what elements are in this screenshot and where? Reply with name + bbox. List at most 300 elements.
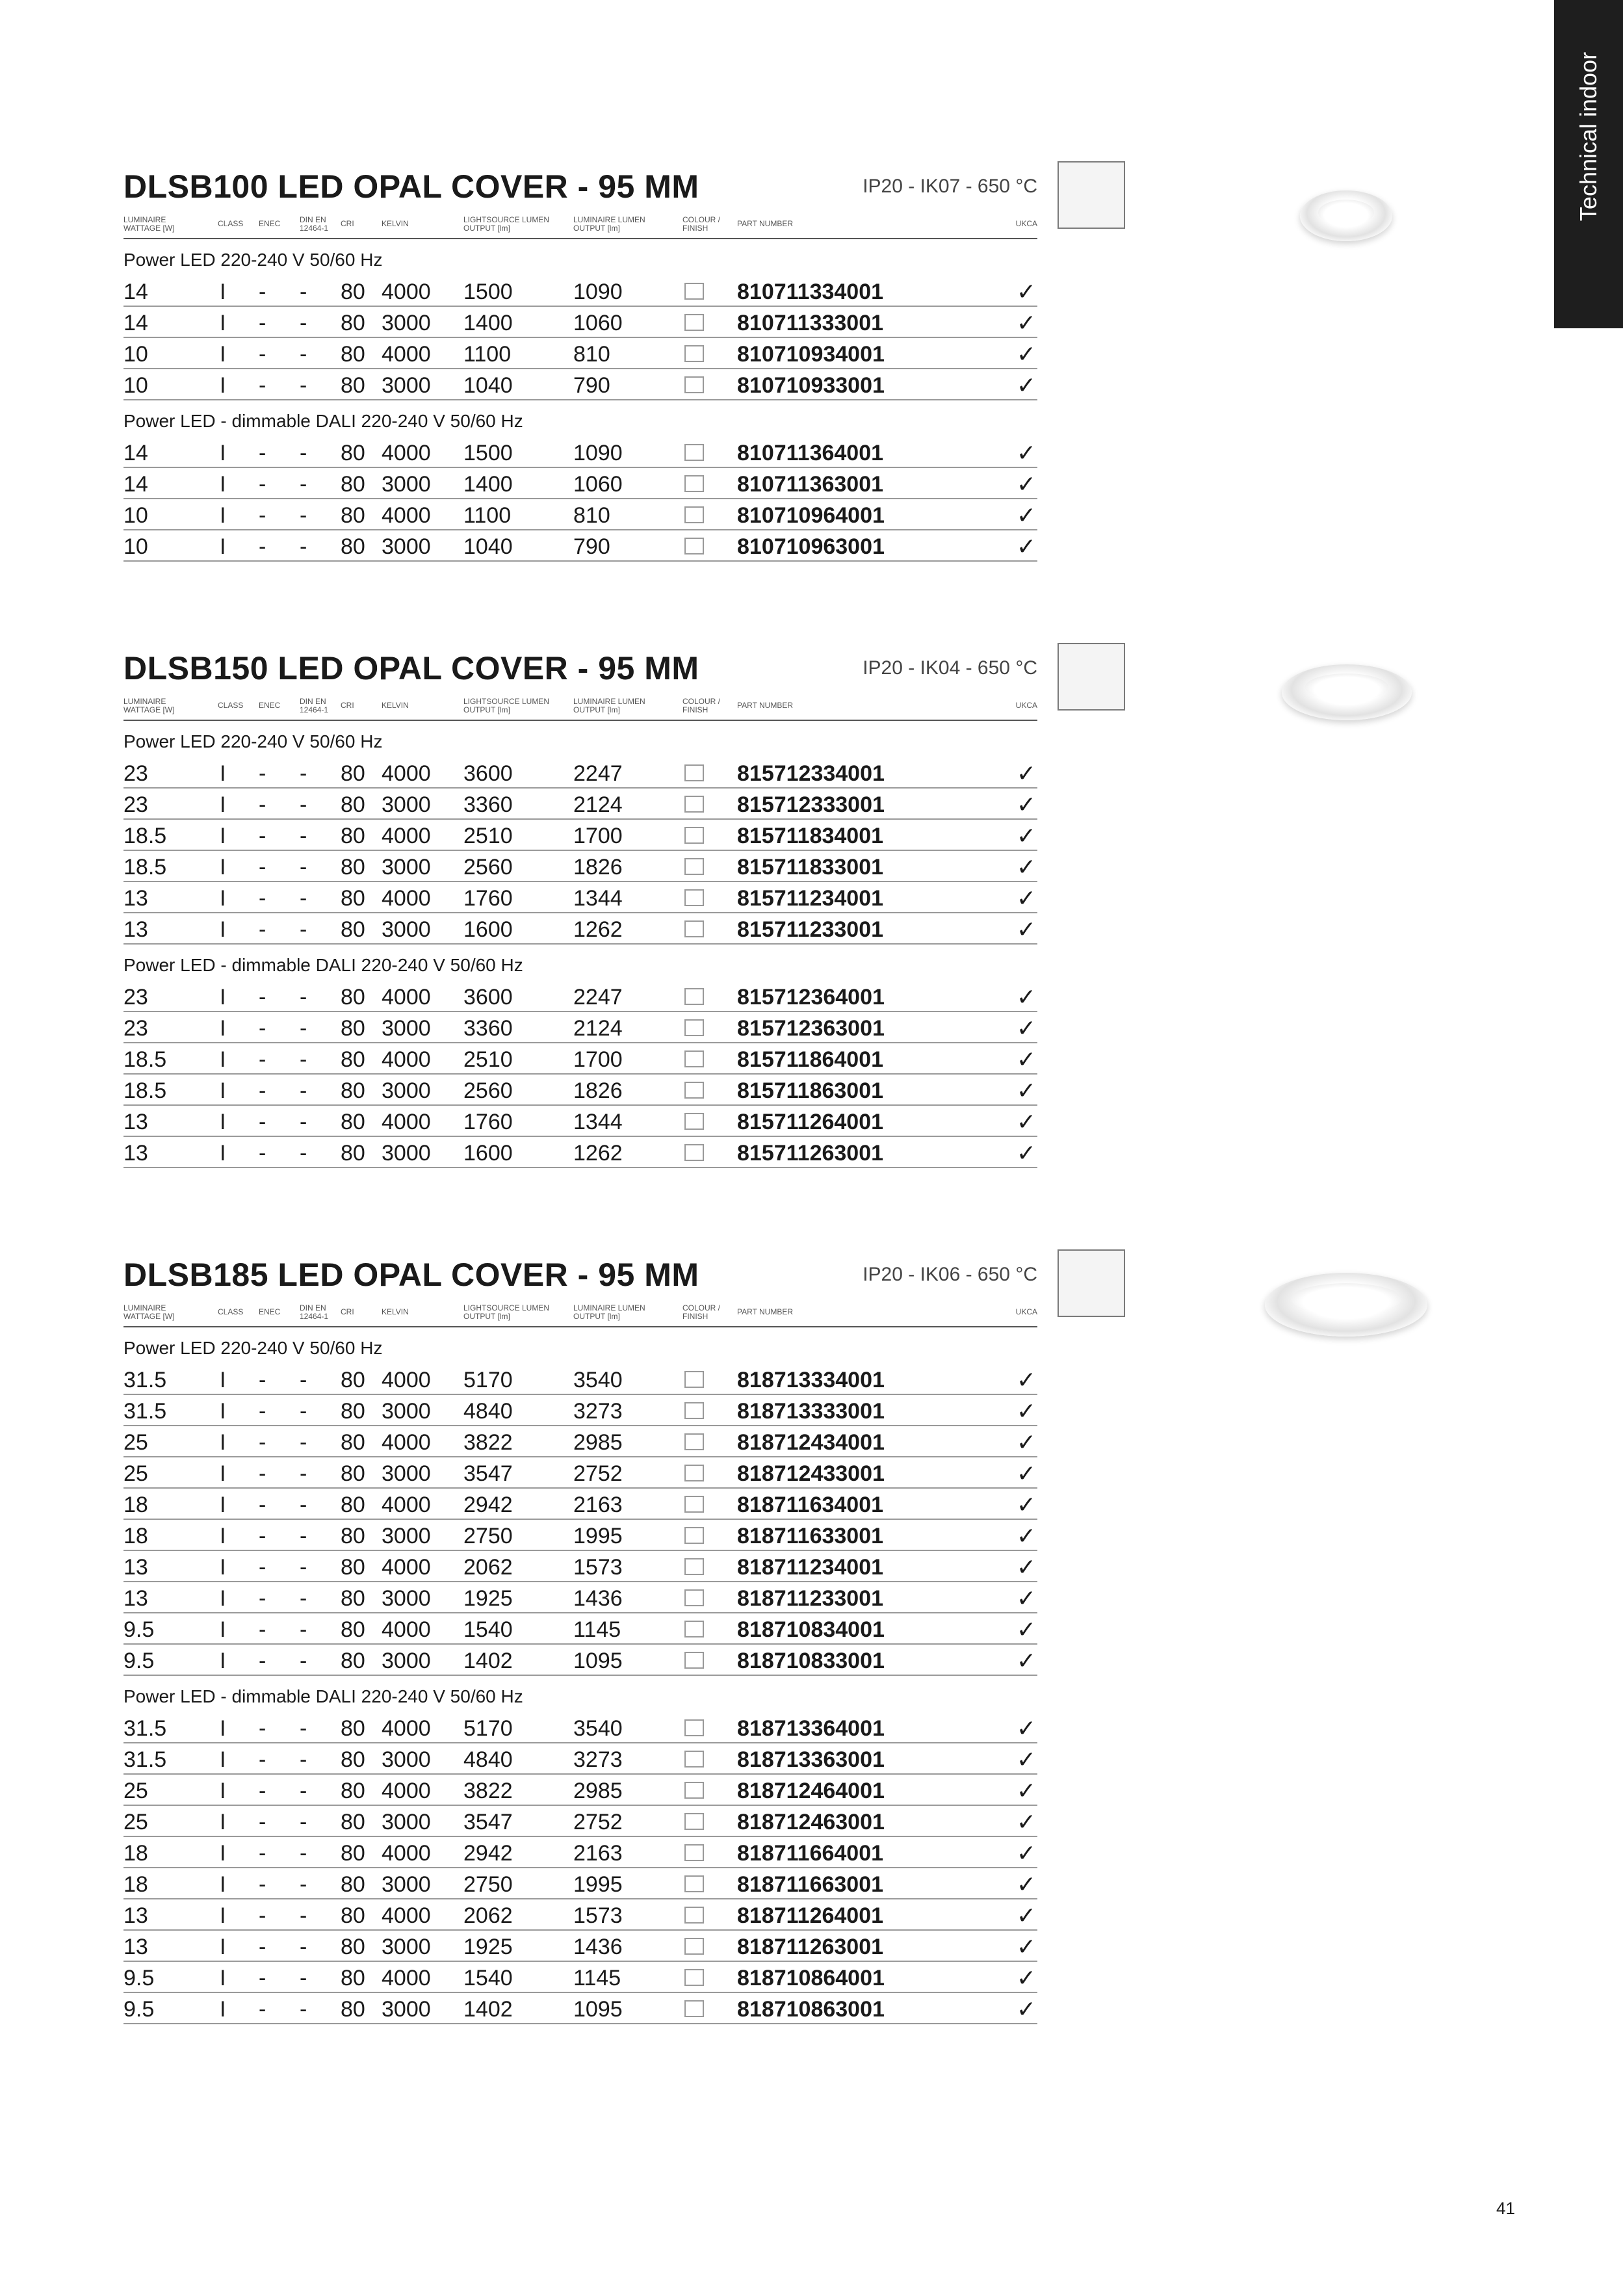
wattage-cell: 14: [123, 311, 148, 335]
din-cell: -: [300, 1586, 307, 1611]
class-cell: I: [220, 917, 226, 942]
class-cell: I: [220, 886, 226, 911]
part-number: 818713334001: [737, 1368, 885, 1392]
colour-finish-box: [684, 314, 704, 331]
luminaire-lumen-cell: 2752: [573, 1461, 623, 1486]
part-number: 818713333001: [737, 1399, 885, 1424]
class-cell: I: [220, 1841, 226, 1866]
wattage-cell: 13: [123, 917, 148, 942]
ukca-check-icon: ✓: [1016, 1460, 1036, 1487]
ip-rating: IP20 - IK04 - 650 °C: [863, 657, 1037, 679]
class-cell: I: [220, 1935, 226, 1959]
lightsource-lumen-cell: 3547: [463, 1461, 513, 1486]
ukca-check-icon: ✓: [1016, 760, 1036, 787]
colour-finish-box: [684, 1527, 704, 1544]
ukca-check-icon: ✓: [1016, 341, 1036, 367]
luminaire-lumen-cell: 1060: [573, 472, 623, 497]
class-cell: I: [220, 1872, 226, 1897]
part-number: 818712434001: [737, 1430, 885, 1455]
wattage-cell: 18: [123, 1493, 148, 1517]
ukca-check-icon: ✓: [1016, 1554, 1036, 1580]
lightsource-lumen-cell: 2560: [463, 855, 513, 880]
luminaire-lumen-cell: 810: [573, 503, 610, 528]
luminaire-lumen-cell: 1344: [573, 886, 623, 911]
table-row: [123, 530, 1037, 562]
kelvin-cell: 3000: [382, 373, 431, 398]
class-cell: I: [220, 792, 226, 817]
din-cell: -: [300, 1716, 307, 1741]
wattage-cell: 10: [123, 373, 148, 398]
wattage-cell: 9.5: [123, 1617, 155, 1642]
kelvin-cell: 4000: [382, 985, 431, 1010]
din-cell: -: [300, 1841, 307, 1866]
colour-finish-box: [684, 376, 704, 393]
din-cell: -: [300, 1903, 307, 1928]
column-header-lightsource: [463, 698, 549, 714]
wattage-cell: 13: [123, 1586, 148, 1611]
wattage-cell: 18.5: [123, 1047, 167, 1072]
lightsource-lumen-cell: 3600: [463, 761, 513, 786]
table-row: [123, 1899, 1037, 1931]
part-number: 815712334001: [737, 761, 885, 786]
luminaire-lumen-cell: 2124: [573, 1016, 623, 1041]
ip-rating: IP20 - IK07 - 650 °C: [863, 176, 1037, 197]
lightsource-lumen-cell: 2560: [463, 1078, 513, 1103]
wattage-cell: 13: [123, 886, 148, 911]
ukca-check-icon: ✓: [1016, 309, 1036, 336]
part-number: 818711264001: [737, 1903, 884, 1928]
column-header-line: OUTPUT [lm]: [463, 705, 510, 714]
ukca-check-icon: ✓: [1016, 1585, 1036, 1611]
lightsource-lumen-cell: 1540: [463, 1966, 513, 1990]
lightsource-lumen-cell: 3547: [463, 1810, 513, 1834]
kelvin-cell: 4000: [382, 1779, 431, 1803]
colour-finish-box: [684, 538, 704, 554]
section-tab-label: Technical indoor: [1575, 51, 1602, 222]
table-header: [123, 692, 1037, 721]
cri-cell: 80: [341, 1078, 365, 1103]
table-header: [123, 211, 1037, 239]
cri-cell: 80: [341, 824, 365, 848]
cri-cell: 80: [341, 1524, 365, 1548]
column-header-line: COLOUR /: [682, 1303, 721, 1312]
ukca-check-icon: ✓: [1016, 1746, 1036, 1773]
kelvin-cell: 4000: [382, 824, 431, 848]
kelvin-cell: 4000: [382, 1430, 431, 1455]
kelvin-cell: 3000: [382, 1016, 431, 1041]
kelvin-cell: 3000: [382, 1649, 431, 1673]
enec-cell: -: [259, 1841, 266, 1866]
part-number: 818711633001: [737, 1524, 884, 1548]
kelvin-cell: 3000: [382, 1078, 431, 1103]
lightsource-lumen-cell: 1500: [463, 280, 513, 304]
column-header-line: WATTAGE [W]: [123, 224, 175, 233]
column-header-din: [300, 1304, 328, 1321]
ukca-check-icon: ✓: [1016, 502, 1036, 528]
lightsource-lumen-cell: 2750: [463, 1872, 513, 1897]
luminaire-lumen-cell: 1344: [573, 1110, 623, 1134]
luminaire-lumen-cell: 3540: [573, 1716, 623, 1741]
column-header-line: OUTPUT [lm]: [573, 705, 620, 714]
ukca-check-icon: ✓: [1016, 439, 1036, 466]
lightsource-lumen-cell: 1402: [463, 1649, 513, 1673]
cri-cell: 80: [341, 1399, 365, 1424]
product-title: DLSB185 LED OPAL COVER - 95 MM: [123, 1257, 699, 1293]
din-cell: -: [300, 1524, 307, 1548]
table-row: [123, 1712, 1037, 1743]
kelvin-cell: 3000: [382, 472, 431, 497]
din-cell: -: [300, 1966, 307, 1990]
part-number: 818710833001: [737, 1649, 885, 1673]
kelvin-cell: 4000: [382, 1555, 431, 1580]
kelvin-cell: 3000: [382, 1141, 431, 1166]
kelvin-cell: 4000: [382, 886, 431, 911]
class-cell: I: [220, 1810, 226, 1834]
class-cell: I: [220, 1966, 226, 1990]
colour-finish-box: [684, 764, 704, 781]
column-header-part: PART NUMBER: [737, 701, 794, 710]
ukca-check-icon: ✓: [1016, 278, 1036, 305]
part-number: 810710964001: [737, 503, 885, 528]
cri-cell: 80: [341, 1649, 365, 1673]
part-number: 815711833001: [737, 855, 884, 880]
column-header-colour: [682, 216, 720, 233]
wattage-cell: 31.5: [123, 1399, 167, 1424]
din-cell: -: [300, 1078, 307, 1103]
din-cell: -: [300, 1555, 307, 1580]
luminaire-lumen-cell: 3273: [573, 1747, 623, 1772]
column-header-line: LUMINAIRE: [123, 1303, 166, 1312]
column-header-wattage: [123, 698, 174, 714]
table-row: [123, 369, 1037, 400]
table-row: [123, 981, 1037, 1012]
ukca-check-icon: ✓: [1016, 885, 1036, 911]
class-cell: I: [220, 1110, 226, 1134]
table-row: [123, 307, 1037, 338]
cri-cell: 80: [341, 1430, 365, 1455]
part-number: 818711664001: [737, 1841, 884, 1866]
luminaire-lumen-cell: 1995: [573, 1872, 623, 1897]
part-number: 815711834001: [737, 824, 884, 848]
cri-cell: 80: [341, 534, 365, 559]
class-cell: I: [220, 1461, 226, 1486]
colour-finish-box: [684, 345, 704, 362]
colour-finish-box: [684, 2000, 704, 2017]
luminaire-lumen-cell: 1145: [573, 1617, 621, 1642]
column-header-line: FINISH: [682, 1312, 708, 1321]
class-cell: I: [220, 1399, 226, 1424]
kelvin-cell: 3000: [382, 1461, 431, 1486]
lightsource-lumen-cell: 4840: [463, 1747, 513, 1772]
lightsource-lumen-cell: 1600: [463, 1141, 513, 1166]
wattage-cell: 14: [123, 441, 148, 465]
luminaire-lumen-cell: 2163: [573, 1841, 623, 1866]
lightsource-lumen-cell: 2942: [463, 1493, 513, 1517]
column-header-lightsource: [463, 216, 549, 233]
column-header-line: DIN EN: [300, 215, 326, 224]
class-cell: I: [220, 1430, 226, 1455]
wattage-cell: 18: [123, 1872, 148, 1897]
enec-cell: -: [259, 1779, 266, 1803]
colour-finish-box: [684, 475, 704, 492]
part-number: 818711233001: [737, 1586, 884, 1611]
cri-cell: 80: [341, 985, 365, 1010]
kelvin-cell: 4000: [382, 1047, 431, 1072]
ukca-check-icon: ✓: [1016, 984, 1036, 1010]
class-cell: I: [220, 1493, 226, 1517]
colour-finish-box: [684, 1465, 704, 1481]
lightsource-lumen-cell: 1100: [463, 342, 512, 367]
ukca-check-icon: ✓: [1016, 1429, 1036, 1455]
kelvin-cell: 3000: [382, 1810, 431, 1834]
wattage-cell: 10: [123, 342, 148, 367]
part-number: 818711663001: [737, 1872, 884, 1897]
class-cell: I: [220, 534, 226, 559]
wattage-cell: 18.5: [123, 855, 167, 880]
cri-cell: 80: [341, 1016, 365, 1041]
table-row: [123, 1137, 1037, 1168]
luminaire-lumen-cell: 2752: [573, 1810, 623, 1834]
group-label: Power LED - dimmable DALI 220-240 V 50/60 Hz: [123, 411, 523, 431]
column-header-line: WATTAGE [W]: [123, 705, 175, 714]
kelvin-cell: 4000: [382, 1716, 431, 1741]
din-cell: -: [300, 1110, 307, 1134]
column-header-part: PART NUMBER: [737, 1307, 794, 1316]
wattage-cell: 14: [123, 472, 148, 497]
enec-cell: -: [259, 1555, 266, 1580]
column-header-line: LUMINAIRE: [123, 215, 166, 224]
kelvin-cell: 4000: [382, 503, 431, 528]
ukca-check-icon: ✓: [1016, 1840, 1036, 1866]
lightsource-lumen-cell: 5170: [463, 1716, 513, 1741]
luminaire-lumen-cell: 1090: [573, 280, 623, 304]
kelvin-cell: 4000: [382, 441, 431, 465]
wattage-cell: 23: [123, 1016, 148, 1041]
enec-cell: -: [259, 1078, 266, 1103]
part-number: 818710834001: [737, 1617, 885, 1642]
cri-cell: 80: [341, 855, 365, 880]
part-number: 818711634001: [737, 1493, 884, 1517]
kelvin-cell: 3000: [382, 1399, 431, 1424]
wattage-cell: 31.5: [123, 1747, 167, 1772]
ukca-check-icon: ✓: [1016, 822, 1036, 849]
luminaire-lumen-cell: 1436: [573, 1935, 623, 1959]
luminaire-lumen-cell: 2247: [573, 761, 623, 786]
part-number: 815711263001: [737, 1141, 884, 1166]
part-number: 810710933001: [737, 373, 885, 398]
part-number: 810711363001: [737, 472, 884, 497]
colour-finish-box: [684, 1144, 704, 1161]
wattage-cell: 14: [123, 280, 148, 304]
column-header-ukca: UKCA: [1015, 701, 1037, 710]
din-cell: -: [300, 1016, 307, 1041]
colour-finish-box: [684, 1589, 704, 1606]
table-row: [123, 1743, 1037, 1775]
cri-cell: 80: [341, 311, 365, 335]
wattage-cell: 18: [123, 1841, 148, 1866]
cri-cell: 80: [341, 1586, 365, 1611]
enec-cell: -: [259, 1903, 266, 1928]
enec-cell: -: [259, 761, 266, 786]
cri-cell: 80: [341, 1461, 365, 1486]
enec-cell: -: [259, 1747, 266, 1772]
column-header-line: LUMINAIRE LUMEN: [573, 215, 645, 224]
luminaire-lumen-cell: 1995: [573, 1524, 623, 1548]
enec-cell: -: [259, 1716, 266, 1741]
group-label: Power LED - dimmable DALI 220-240 V 50/60 Hz: [123, 955, 523, 975]
lightsource-lumen-cell: 3822: [463, 1779, 513, 1803]
enec-cell: -: [259, 855, 266, 880]
cri-cell: 80: [341, 472, 365, 497]
class-cell: I: [220, 1368, 226, 1392]
ukca-check-icon: ✓: [1016, 916, 1036, 943]
table-row: [123, 1993, 1037, 2024]
column-header-line: LUMINAIRE LUMEN: [573, 697, 645, 706]
enec-cell: -: [259, 1461, 266, 1486]
wattage-cell: 23: [123, 985, 148, 1010]
column-header-cri: CRI: [341, 219, 354, 228]
cri-cell: 80: [341, 886, 365, 911]
colour-finish-box: [684, 1558, 704, 1575]
cri-cell: 80: [341, 1716, 365, 1741]
din-cell: -: [300, 917, 307, 942]
colour-finish-box: [684, 1782, 704, 1799]
lightsource-lumen-cell: 1760: [463, 1110, 513, 1134]
colour-swatch: [1058, 643, 1125, 711]
class-cell: I: [220, 985, 226, 1010]
enec-cell: -: [259, 1430, 266, 1455]
enec-cell: -: [259, 342, 266, 367]
wattage-cell: 18: [123, 1524, 148, 1548]
lightsource-lumen-cell: 1040: [463, 534, 513, 559]
colour-finish-box: [684, 1496, 704, 1513]
part-number: 815711233001: [737, 917, 884, 942]
enec-cell: -: [259, 886, 266, 911]
ukca-check-icon: ✓: [1016, 1964, 1036, 1991]
din-cell: -: [300, 342, 307, 367]
wattage-cell: 13: [123, 1555, 148, 1580]
column-header-colour: [682, 698, 720, 714]
din-cell: -: [300, 824, 307, 848]
colour-finish-box: [684, 796, 704, 813]
enec-cell: -: [259, 1997, 266, 2022]
wattage-cell: 25: [123, 1461, 148, 1486]
enec-cell: -: [259, 1872, 266, 1897]
lightsource-lumen-cell: 1402: [463, 1997, 513, 2022]
column-header-line: OUTPUT [lm]: [463, 1312, 510, 1321]
column-header-line: 12464-1: [300, 224, 329, 233]
column-header-cri: CRI: [341, 701, 354, 710]
table-row: [123, 1364, 1037, 1395]
table-row: [123, 1613, 1037, 1645]
class-cell: I: [220, 472, 226, 497]
part-number: 810711364001: [737, 441, 884, 465]
cri-cell: 80: [341, 1810, 365, 1834]
cri-cell: 80: [341, 1966, 365, 1990]
column-header-kelvin: KELVIN: [382, 219, 409, 228]
kelvin-cell: 4000: [382, 1966, 431, 1990]
cri-cell: 80: [341, 441, 365, 465]
cri-cell: 80: [341, 373, 365, 398]
cri-cell: 80: [341, 761, 365, 786]
colour-finish-box: [684, 283, 704, 300]
kelvin-cell: 4000: [382, 1903, 431, 1928]
wattage-cell: 13: [123, 1141, 148, 1166]
cri-cell: 80: [341, 342, 365, 367]
colour-finish-box: [684, 988, 704, 1005]
lightsource-lumen-cell: 1500: [463, 441, 513, 465]
cri-cell: 80: [341, 1368, 365, 1392]
column-header-line: LIGHTSOURCE LUMEN: [463, 215, 550, 224]
ukca-check-icon: ✓: [1016, 533, 1036, 560]
din-cell: -: [300, 1399, 307, 1424]
table-row: [123, 820, 1037, 851]
column-header-line: DIN EN: [300, 697, 326, 706]
kelvin-cell: 3000: [382, 1997, 431, 2022]
ukca-check-icon: ✓: [1016, 1398, 1036, 1424]
kelvin-cell: 3000: [382, 1872, 431, 1897]
column-header-enec: ENEC: [259, 219, 281, 228]
cri-cell: 80: [341, 1555, 365, 1580]
cri-cell: 80: [341, 917, 365, 942]
class-cell: I: [220, 1141, 226, 1166]
ukca-check-icon: ✓: [1016, 1616, 1036, 1643]
lightsource-lumen-cell: 2942: [463, 1841, 513, 1866]
ip-rating: IP20 - IK06 - 650 °C: [863, 1264, 1037, 1285]
din-cell: -: [300, 1617, 307, 1642]
column-header-line: COLOUR /: [682, 215, 721, 224]
cri-cell: 80: [341, 1872, 365, 1897]
lightsource-lumen-cell: 1925: [463, 1935, 513, 1959]
class-cell: I: [220, 1586, 226, 1611]
part-number: 810711333001: [737, 311, 884, 335]
din-cell: -: [300, 1461, 307, 1486]
kelvin-cell: 4000: [382, 280, 431, 304]
luminaire-lumen-cell: 1436: [573, 1586, 623, 1611]
cri-cell: 80: [341, 280, 365, 304]
table-row: [123, 882, 1037, 913]
lightsource-lumen-cell: 2062: [463, 1555, 513, 1580]
wattage-cell: 9.5: [123, 1649, 155, 1673]
lightsource-lumen-cell: 4840: [463, 1399, 513, 1424]
column-header-class: CLASS: [218, 701, 244, 710]
class-cell: I: [220, 1779, 226, 1803]
enec-cell: -: [259, 441, 266, 465]
cri-cell: 80: [341, 1997, 365, 2022]
column-header-wattage: [123, 216, 174, 233]
kelvin-cell: 3000: [382, 311, 431, 335]
colour-finish-box: [684, 506, 704, 523]
ukca-check-icon: ✓: [1016, 372, 1036, 398]
column-header-din: [300, 698, 328, 714]
colour-finish-box: [684, 858, 704, 875]
class-cell: I: [220, 1078, 226, 1103]
ukca-check-icon: ✓: [1016, 1871, 1036, 1898]
luminaire-lumen-cell: 790: [573, 534, 610, 559]
enec-cell: -: [259, 1399, 266, 1424]
table-header: [123, 1299, 1037, 1327]
din-cell: -: [300, 1935, 307, 1959]
table-row: [123, 338, 1037, 369]
column-header-wattage: [123, 1304, 174, 1321]
colour-finish-box: [684, 1621, 704, 1637]
table-row: [123, 1043, 1037, 1075]
colour-finish-box: [684, 1813, 704, 1830]
kelvin-cell: 4000: [382, 342, 431, 367]
luminaire-lumen-cell: 2247: [573, 985, 623, 1010]
column-header-line: DIN EN: [300, 1303, 326, 1312]
din-cell: -: [300, 1141, 307, 1166]
